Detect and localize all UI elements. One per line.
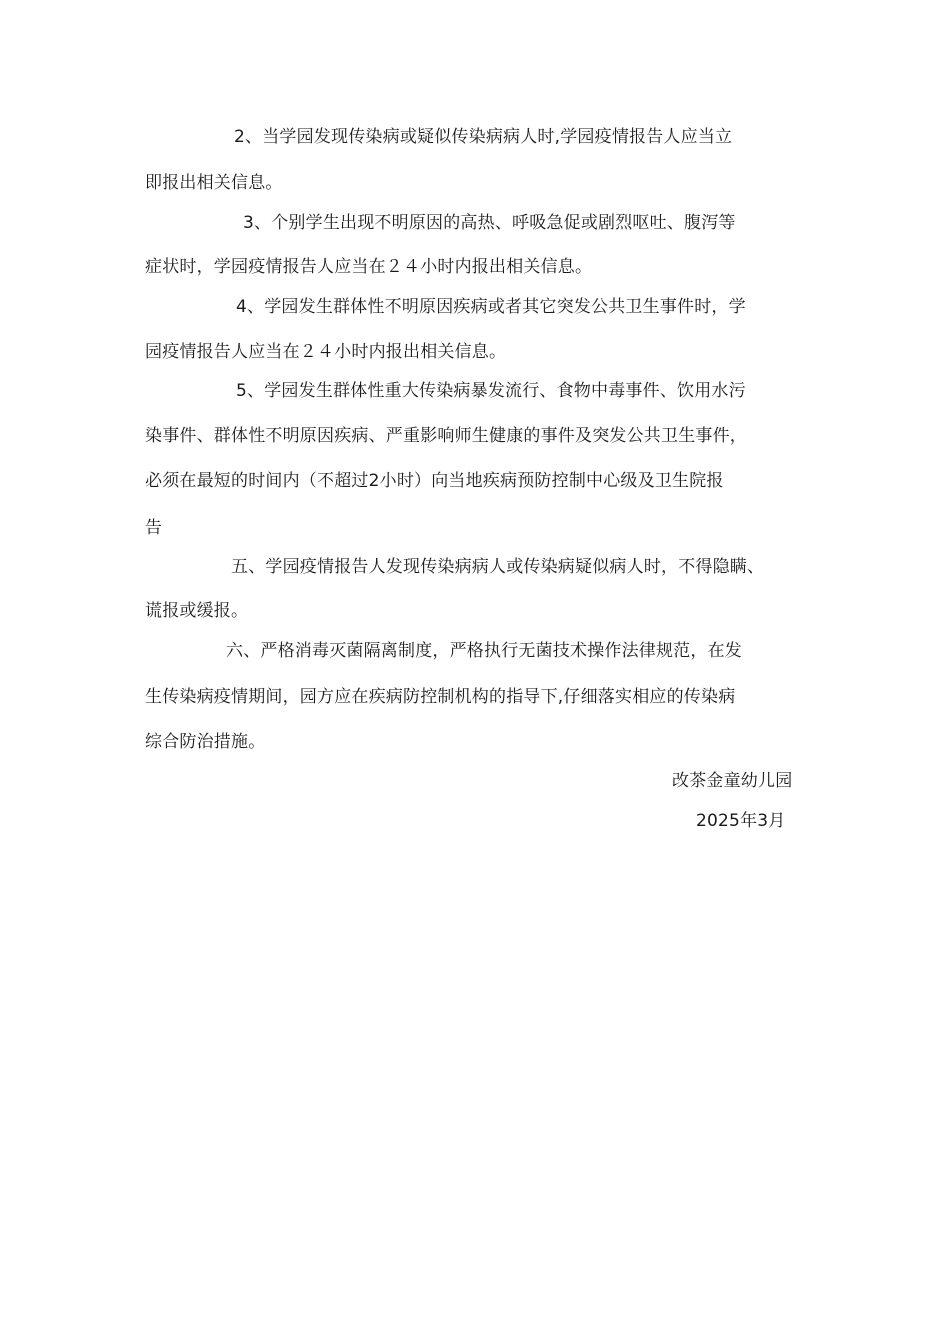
item-5-line-2: 染事件、群体性不明原因疾病、严重影响师生健康的事件及突发公共卫生事件， [145, 426, 747, 446]
section-six-line-2: 生传染病疫情期间，园方应在疾病防控制机构的指导下,仔细落实相应的传染病 [145, 687, 736, 707]
item-3-line-1: 3、个别学生出现不明原因的高热、呼吸急促或剧烈呕吐、腹泻等 [243, 213, 736, 233]
section-five-line-1: 五、学园疫情报告人发现传染病病人或传染病疑似病人时，不得隐瞒、 [231, 557, 765, 577]
item-3-line-2: 症状时，学园疫情报告人应当在２４小时内报出相关信息。 [145, 257, 593, 277]
item-5-line-3: 必须在最短的时间内（不超过2小时）向当地疾病预防控制中心级及卫生院报 [145, 471, 724, 491]
section-six-line-1: 六、严格消毒灭菌隔离制度，严格执行无菌技术操作法律规范，在发 [226, 641, 742, 661]
item-2-line-2: 即报出相关信息。 [145, 173, 283, 193]
item-4-line-1: 4、学园发生群体性不明原因疾病或者其它突发公共卫生事件时，学 [236, 297, 746, 317]
section-five-line-2: 谎报或缓报。 [145, 601, 249, 621]
item-5-line-1: 5、学园发生群体性重大传染病暴发流行、食物中毒事件、饮用水污 [236, 381, 746, 401]
signature-organization: 改茶金童幼儿园 [672, 771, 793, 791]
item-4-line-2: 园疫情报告人应当在２４小时内报出相关信息。 [145, 342, 507, 362]
item-5-line-4: 告 [145, 518, 163, 538]
section-six-line-3: 综合防治措施。 [145, 732, 266, 752]
signature-date: 2025年3月 [696, 811, 786, 831]
item-2-line-1: 2、当学园发现传染病或疑似传染病病人时,学园疫情报告人应当立 [234, 127, 733, 147]
